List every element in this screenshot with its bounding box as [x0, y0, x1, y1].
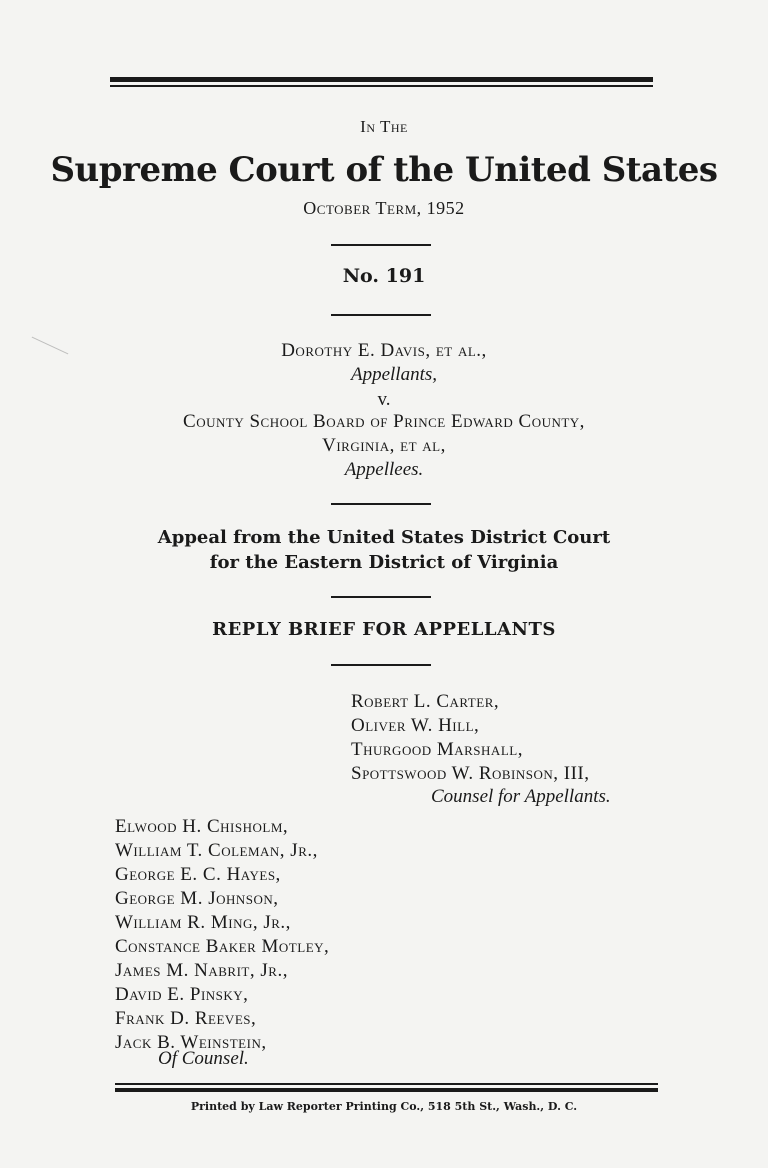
top-double-rule	[110, 77, 653, 87]
in-the-heading: In The	[360, 117, 408, 136]
counsel-list	[351, 690, 590, 786]
divider-4	[331, 596, 431, 598]
of-counsel-name: James M. Nabrit, Jr.,	[115, 960, 288, 981]
appeal-statement	[0, 525, 768, 575]
of-counsel-name: Jack B. Weinstein,	[115, 1032, 267, 1053]
counsel-name: Robert L. Carter,	[351, 691, 500, 712]
appeal-line2: for the Eastern District of Virginia	[209, 552, 559, 573]
counsel-name: Oliver W. Hill,	[351, 715, 480, 736]
counsel-name: Spottswood W. Robinson, III,	[351, 763, 590, 784]
of-counsel-role: Of Counsel.	[158, 1048, 249, 1069]
of-counsel-name: George E. C. Hayes,	[115, 864, 281, 885]
of-counsel-name: William R. Ming, Jr.,	[115, 912, 291, 933]
appellant-role: Appellants,	[350, 364, 438, 385]
versus: v.	[377, 389, 391, 410]
divider-3	[331, 503, 431, 505]
case-number: No. 191	[342, 265, 426, 287]
of-counsel-name: William T. Coleman, Jr.,	[115, 840, 318, 861]
appellee-name-line1: County School Board of Prince Edward County,	[183, 411, 585, 432]
appellee-role: Appellees.	[344, 459, 424, 480]
counsel-name: Thurgood Marshall,	[351, 739, 523, 760]
of-counsel-name: George M. Johnson,	[115, 888, 279, 909]
divider-1	[331, 244, 431, 246]
printer-credit: Printed by Law Reporter Printing Co., 518 5th St., Wash., D. C.	[190, 1100, 578, 1113]
brief-title: REPLY BRIEF FOR APPELLANTS	[212, 619, 556, 640]
court-name: Supreme Court of the United States	[50, 150, 718, 190]
appellee-name-line2: Virginia, et al,	[322, 435, 446, 456]
bottom-double-rule	[115, 1083, 658, 1092]
of-counsel-name: Constance Baker Motley,	[115, 936, 330, 957]
divider-5	[331, 664, 431, 666]
appellant-name: Dorothy E. Davis, et al.,	[281, 340, 487, 361]
of-counsel-list	[115, 815, 329, 1055]
appeal-line1: Appeal from the United States District Court	[157, 527, 611, 548]
of-counsel-name: Frank D. Reeves,	[115, 1008, 257, 1029]
of-counsel-name: David E. Pinsky,	[115, 984, 249, 1005]
term-line: October Term, 1952	[303, 198, 465, 218]
divider-2	[331, 314, 431, 316]
of-counsel-name: Elwood H. Chisholm,	[115, 816, 289, 837]
counsel-role: Counsel for Appellants.	[431, 786, 611, 807]
